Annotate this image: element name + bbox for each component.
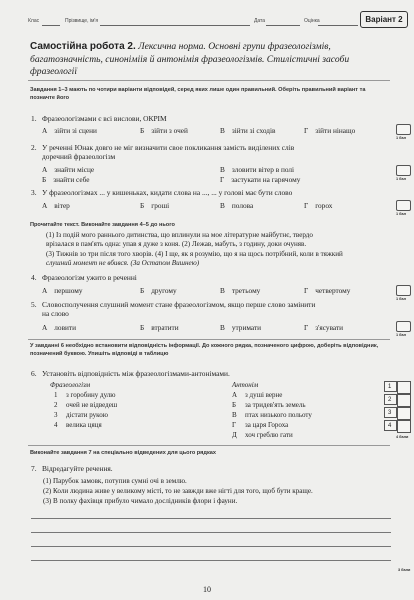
- question-text: У реченні Юнак довго не міг визначити свое покликання замість виділених слів: [42, 143, 295, 152]
- class-label: Клас: [28, 18, 40, 24]
- q2-option-c[interactable]: В зловити вітер в полі: [220, 165, 295, 174]
- q5-score: 1 бал: [396, 333, 407, 337]
- sentence-1: (1) Парубок замовк, потупив сумні очі в землю.: [43, 477, 187, 485]
- question-2: 2. У реченні Юнак довго не міг визначити свое покликання замість виділених слів доречний фразеологізм: [31, 143, 295, 162]
- q3-option-c[interactable]: В полова: [220, 201, 254, 210]
- left-item-4: 4 велика цяця: [54, 421, 102, 429]
- right-item-c: В птах низького польоту: [232, 411, 312, 419]
- class-field[interactable]: [42, 25, 60, 26]
- q5-option-a[interactable]: А ловити: [42, 323, 77, 332]
- q2-option-a[interactable]: А знайти місце: [42, 165, 95, 174]
- instruction-3: У завданні 6 необхідно встановити відповідність інформації. До кожного рядка, позначеного цифрою, доберіть відповідник, позначений буквою. Упишіть відповіді в таблицю: [30, 343, 379, 358]
- q4-answer-box[interactable]: [396, 285, 411, 296]
- question-1: [31, 114, 383, 123]
- sentence-3: (3) В полку фахівця прибуло чимало дослідників флори і фауни.: [43, 497, 238, 505]
- answer-row-3-cell[interactable]: [397, 407, 411, 420]
- score-field[interactable]: [318, 25, 358, 26]
- answer-row-1-label: 1: [384, 381, 397, 392]
- question-text: Відредагуйте речення.: [42, 464, 113, 473]
- left-item-1: 1 з горобину дулю: [54, 391, 116, 399]
- title-bold: Самостійна робота 2.: [30, 41, 136, 52]
- page-number: 10: [203, 585, 211, 594]
- q1-option-d[interactable]: Г зійти нінащо: [304, 126, 356, 135]
- divider: [28, 80, 390, 81]
- q1-option-c[interactable]: В зійти зі сходів: [220, 126, 276, 135]
- header: [28, 8, 408, 28]
- q3-answer-box[interactable]: [396, 200, 411, 211]
- question-text: Фразеологізм ужито в реченні: [42, 273, 137, 282]
- q5-option-d[interactable]: Г з'ясувати: [304, 323, 344, 332]
- q3-option-b[interactable]: Б гроші: [140, 201, 170, 210]
- instruction-1: Завдання 1–3 мають по чотири варіанти відповідей, серед яких лише один правильний. Оберіть правильний варіант та позначте його: [30, 87, 366, 102]
- answer-line-3[interactable]: [31, 546, 391, 547]
- q4-option-b[interactable]: Б другому: [140, 286, 177, 295]
- q2-answer-box[interactable]: [396, 165, 411, 176]
- question-6: 6. Установіть відповідність між фразеологізмами-антонімами.: [31, 369, 230, 378]
- q2-score: 1 бал: [396, 177, 407, 181]
- answer-row-2-cell[interactable]: [397, 394, 411, 407]
- sentence-2: (2) Коли людина живе у великому місті, то не завжди вже нігті для того, щоб бути краще.: [43, 487, 313, 495]
- q6-score: 4 бали: [396, 435, 409, 439]
- answer-row-1-cell[interactable]: [397, 381, 411, 394]
- q3-option-a[interactable]: А вітер: [42, 201, 70, 210]
- question-5: 5. Словосполучення слушний момент стане фразеологізмом, якщо перше слово замінити на слово: [31, 300, 316, 319]
- q7-score: 3 бали: [398, 568, 411, 572]
- answer-row-4-cell[interactable]: [397, 420, 411, 433]
- q3-option-d[interactable]: Г горох: [304, 201, 333, 210]
- question-number: 1.: [31, 114, 37, 123]
- q4-option-d[interactable]: Г четвертому: [304, 286, 351, 295]
- q3-score: 1 бал: [396, 212, 407, 216]
- divider: [28, 445, 390, 446]
- question-text: Словосполучення слушний момент стане фразеологізмом, якщо перше слово замінити: [42, 300, 316, 309]
- left-item-2: 2 очей не відведеш: [54, 401, 118, 409]
- name-field[interactable]: [100, 25, 250, 26]
- answer-line-2[interactable]: [31, 532, 391, 533]
- answer-row-4-label: 4: [384, 420, 397, 431]
- question-7: 7. Відредагуйте речення.: [31, 464, 113, 473]
- q5-option-b[interactable]: Б втратити: [140, 323, 179, 332]
- score-label: Оцінка: [304, 18, 320, 24]
- right-item-b: Б за тридев'ять земель: [232, 401, 306, 409]
- right-item-a: А з душі верне: [232, 391, 283, 399]
- question-3: 3. У фразеологізмах ... у кишеньках, кидати слова на ..., ... у голові має бути слово: [31, 188, 293, 197]
- question-text: У фразеологізмах ... у кишеньках, кидати слова на ..., ... у голові має бути слово: [42, 188, 293, 197]
- right-item-e: Д хоч греблю гати: [232, 431, 293, 439]
- date-field[interactable]: [266, 25, 300, 26]
- q1-answer-box[interactable]: [396, 124, 411, 135]
- right-column-header: Антонім: [232, 381, 259, 389]
- q4-score: 1 бал: [396, 297, 407, 301]
- date-label: Дата: [254, 18, 266, 24]
- q1-option-a[interactable]: А зійти зі сцени: [42, 126, 97, 135]
- reading-passage: (1) Із подій мого раннього дитинства, що вплинули на мое літературне майбутнє, твердо врізалася в пам'ять одна: упав я дуже з коня. (2) Лежав, мабуть, з годину, доки очуняв. (3) Тижнів зо три після того хворів. (4) І ще, як я розумію, що я на щось потрібний, коли в тяжкий слушний момент не вбився. (За Остапом Вишнею): [46, 231, 343, 268]
- q2-option-d[interactable]: Г застукати на гарячому: [220, 175, 301, 184]
- question-4: 4. Фразеологізм ужито в реченні: [31, 273, 137, 282]
- answer-row-3-label: 3: [384, 407, 397, 418]
- answer-line-1[interactable]: [31, 518, 391, 519]
- q4-option-c[interactable]: В третьому: [220, 286, 261, 295]
- title-text: Лексична норма. Основні групи фразеологізмів, багатозначність, синоніміія й антонімія фразеологізмів. Стилістичні засоби фразеології: [30, 41, 350, 77]
- left-item-3: 3 дістати рукою: [54, 411, 108, 419]
- question-text: Установіть відповідність між фразеологізмами-антонімами.: [42, 369, 230, 378]
- q1-option-b[interactable]: Б зійти з очей: [140, 126, 188, 135]
- instruction-2: Прочитайте текст. Виконайте завдання 4–5 до нього: [30, 222, 175, 228]
- q4-option-a[interactable]: А першому: [42, 286, 83, 295]
- q1-score: 1 бал: [396, 136, 407, 140]
- left-column-header: Фразеологізм: [50, 381, 91, 389]
- q5-answer-box[interactable]: [396, 321, 411, 332]
- instruction-4: Виконайте завдання 7 на спеціально відведених для цього рядках: [30, 450, 216, 456]
- q5-option-c[interactable]: В утримати: [220, 323, 262, 332]
- answer-line-4[interactable]: [31, 560, 391, 561]
- right-item-d: Г за царя Гороха: [232, 421, 289, 429]
- divider: [28, 339, 390, 340]
- q2-option-b[interactable]: Б знайти себе: [42, 175, 90, 184]
- question-text: Фразеологізмами є всі вислови, ОКРІМ: [42, 114, 167, 123]
- page-title: [30, 41, 390, 79]
- answer-row-2-label: 2: [384, 394, 397, 405]
- name-label: Прізвище, ім'я: [65, 18, 99, 24]
- variant-badge: Варіант 2: [360, 11, 408, 28]
